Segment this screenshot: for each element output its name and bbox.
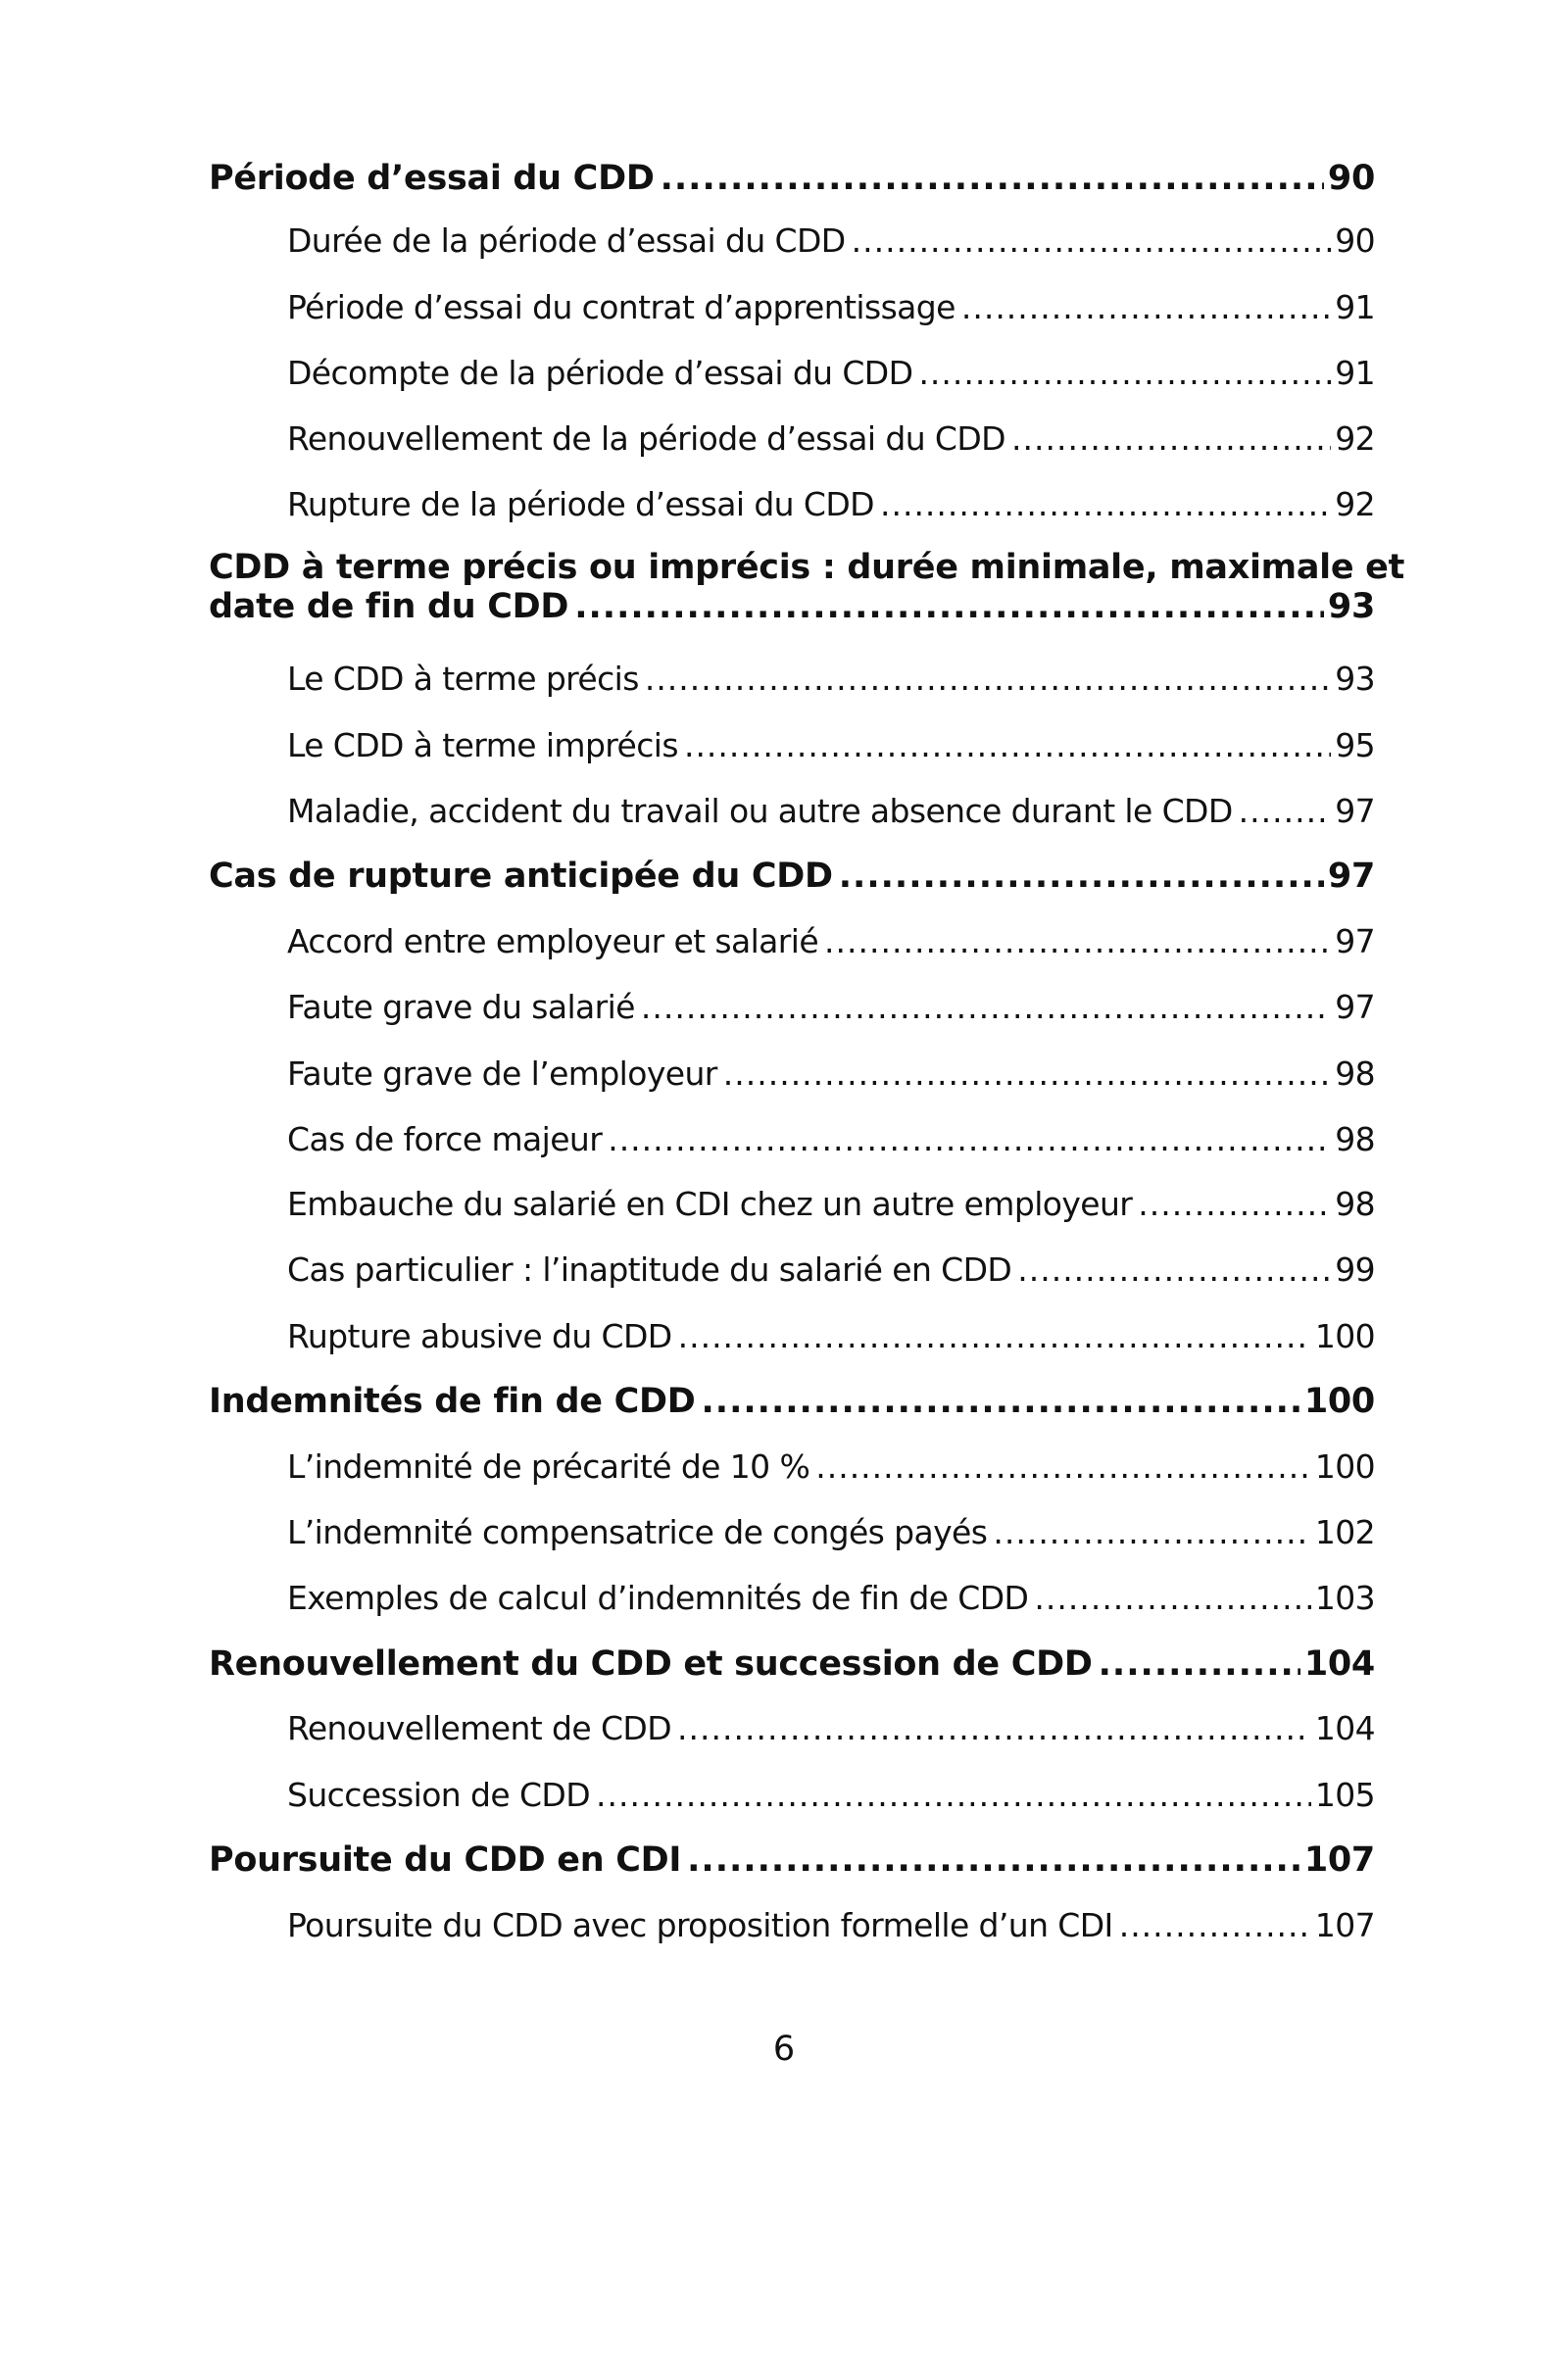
- dot-leader: [815, 1447, 1311, 1486]
- toc-title-line: CDD à terme précis ou imprécis : durée minimale, maximale et: [209, 548, 1405, 587]
- toc-title: Renouvellement de CDD: [287, 1709, 672, 1747]
- toc-section[interactable]: [209, 792, 1375, 830]
- toc-row: [287, 419, 1375, 458]
- toc-page-number: 97: [1335, 988, 1375, 1026]
- toc-section[interactable]: [209, 1317, 1375, 1355]
- toc-row: [209, 159, 1375, 198]
- toc-row: [287, 1776, 1375, 1814]
- toc-row: [287, 726, 1375, 764]
- dot-leader: [608, 1120, 1331, 1158]
- toc-row: [287, 1185, 1375, 1223]
- toc-page-number: 97: [1335, 792, 1375, 830]
- toc-title: Le CDD à terme précis: [287, 660, 639, 698]
- toc-page-number: 98: [1335, 1054, 1375, 1093]
- toc-title: Cas de rupture anticipée du CDD: [209, 857, 833, 896]
- toc-row: [287, 1120, 1375, 1158]
- toc-title: L’indemnité de précarité de 10 %: [287, 1447, 810, 1486]
- toc-section[interactable]: [209, 1054, 1375, 1093]
- toc-chapter[interactable]: [209, 548, 1405, 626]
- toc-chapter[interactable]: [209, 159, 1375, 198]
- toc-page-number: 93: [1327, 587, 1375, 626]
- toc-page-number: 103: [1314, 1579, 1375, 1617]
- toc-page-number: 105: [1314, 1776, 1375, 1814]
- toc-page-number: 90: [1335, 221, 1375, 260]
- toc-page-number: 102: [1314, 1513, 1375, 1551]
- dot-leader: [1099, 1644, 1300, 1684]
- dot-leader: [1017, 1250, 1331, 1289]
- toc-page-number: 97: [1335, 922, 1375, 960]
- dot-leader: [1034, 1579, 1310, 1617]
- toc-chapter[interactable]: [209, 1382, 1375, 1421]
- dot-leader: [684, 726, 1331, 764]
- toc-row: [287, 1513, 1375, 1551]
- dot-leader: [574, 587, 1324, 626]
- toc-chapter[interactable]: [209, 1840, 1375, 1880]
- toc-section[interactable]: [209, 726, 1375, 764]
- toc-page-number: 104: [1314, 1709, 1375, 1747]
- toc-row: [209, 587, 1375, 626]
- toc-row: [287, 1906, 1375, 1944]
- toc-section[interactable]: [209, 1185, 1375, 1223]
- toc-section[interactable]: [209, 1906, 1375, 1944]
- toc-title: Poursuite du CDD avec proposition formelle d’un CDI: [287, 1906, 1113, 1944]
- toc-row: [287, 221, 1375, 260]
- toc-title: Exemples de calcul d’indemnités de fin de CDD: [287, 1579, 1029, 1617]
- toc-section[interactable]: [209, 1579, 1375, 1617]
- toc-title: Rupture abusive du CDD: [287, 1317, 672, 1355]
- dot-leader: [880, 485, 1331, 523]
- toc-section[interactable]: [209, 1447, 1375, 1486]
- toc-page-number: 104: [1303, 1644, 1375, 1684]
- toc-page-number: 107: [1303, 1840, 1375, 1880]
- toc-section[interactable]: [209, 660, 1375, 698]
- toc-title: Durée de la période d’essai du CDD: [287, 221, 846, 260]
- toc-title: Accord entre employeur et salarié: [287, 922, 819, 960]
- toc-row: [287, 988, 1375, 1026]
- toc-page-number: 99: [1335, 1250, 1375, 1289]
- dot-leader: [723, 1054, 1331, 1093]
- toc-title: Renouvellement du CDD et succession de CDD: [209, 1644, 1093, 1684]
- toc-section[interactable]: [209, 485, 1375, 523]
- toc-title: Période d’essai du contrat d’apprentissage: [287, 288, 956, 326]
- toc-row: [209, 1382, 1375, 1421]
- toc-row: [209, 1840, 1375, 1880]
- toc-title: Poursuite du CDD en CDI: [209, 1840, 682, 1880]
- toc-row: [287, 485, 1375, 523]
- dot-leader: [1138, 1185, 1331, 1223]
- dot-leader: [677, 1709, 1311, 1747]
- toc-row: [287, 1054, 1375, 1093]
- dot-leader: [641, 988, 1331, 1026]
- toc-title: Le CDD à terme imprécis: [287, 726, 678, 764]
- toc-section[interactable]: [209, 419, 1375, 458]
- dot-leader: [1011, 419, 1331, 458]
- toc-section[interactable]: [209, 221, 1375, 260]
- toc-title: Cas particulier : l’inaptitude du salarié en CDD: [287, 1250, 1012, 1289]
- toc-chapter[interactable]: [209, 857, 1375, 896]
- toc-title: Faute grave du salarié: [287, 988, 635, 1026]
- toc-section[interactable]: [209, 354, 1375, 392]
- toc-section[interactable]: [209, 1709, 1375, 1747]
- dot-leader: [596, 1776, 1311, 1814]
- dot-leader: [1119, 1906, 1311, 1944]
- toc-title: Maladie, accident du travail ou autre absence durant le CDD: [287, 792, 1233, 830]
- toc-title: Période d’essai du CDD: [209, 159, 655, 198]
- toc-page-number: 92: [1335, 419, 1375, 458]
- toc-row: [287, 922, 1375, 960]
- dot-leader: [678, 1317, 1311, 1355]
- toc-page-number: 90: [1327, 159, 1375, 198]
- toc-section[interactable]: [209, 1776, 1375, 1814]
- toc-title: Indemnités de fin de CDD: [209, 1382, 696, 1421]
- dot-leader: [824, 922, 1331, 960]
- toc-section[interactable]: [209, 922, 1375, 960]
- toc-title: Rupture de la période d’essai du CDD: [287, 485, 874, 523]
- toc-title: Succession de CDD: [287, 1776, 591, 1814]
- toc-page-number: 93: [1335, 660, 1375, 698]
- toc-row: [287, 1250, 1375, 1289]
- dot-leader: [701, 1382, 1299, 1421]
- dot-leader: [918, 354, 1331, 392]
- dot-leader: [839, 857, 1324, 896]
- toc-page-number: 95: [1335, 726, 1375, 764]
- dot-leader: [993, 1513, 1310, 1551]
- toc-row: [287, 660, 1375, 698]
- dot-leader: [852, 221, 1332, 260]
- toc-title: Renouvellement de la période d’essai du CDD: [287, 419, 1005, 458]
- toc-row: [287, 1579, 1375, 1617]
- toc-page-number: 98: [1335, 1185, 1375, 1223]
- toc-title: Faute grave de l’employeur: [287, 1054, 717, 1093]
- toc-page-number: 92: [1335, 485, 1375, 523]
- dot-leader: [645, 660, 1331, 698]
- dot-leader: [961, 288, 1331, 326]
- toc-title: L’indemnité compensatrice de congés payés: [287, 1513, 988, 1551]
- toc-row: [209, 857, 1375, 896]
- toc-page-number: 100: [1303, 1382, 1375, 1421]
- page-number: 6: [772, 2030, 796, 2069]
- toc-section[interactable]: [209, 988, 1375, 1026]
- toc-row: [287, 1709, 1375, 1747]
- toc-chapter[interactable]: [209, 1644, 1375, 1684]
- toc-page-number: 107: [1314, 1906, 1375, 1944]
- toc-section[interactable]: [209, 1250, 1375, 1289]
- toc-page-number: 100: [1314, 1447, 1375, 1486]
- toc-page-number: 91: [1335, 288, 1375, 326]
- dot-leader: [1239, 792, 1332, 830]
- dot-leader: [687, 1840, 1300, 1880]
- toc-row: [287, 792, 1375, 830]
- toc-row: [287, 354, 1375, 392]
- toc-section[interactable]: [209, 1513, 1375, 1551]
- toc-title: date de fin du CDD: [209, 587, 569, 626]
- toc-row: [209, 1644, 1375, 1684]
- toc-page-number: 97: [1327, 857, 1375, 896]
- toc-title: Embauche du salarié en CDI chez un autre employeur: [287, 1185, 1133, 1223]
- toc-title: Décompte de la période d’essai du CDD: [287, 354, 913, 392]
- toc-section[interactable]: [209, 288, 1375, 326]
- toc-title: Cas de force majeur: [287, 1120, 603, 1158]
- toc-page-number: 100: [1314, 1317, 1375, 1355]
- toc-page-number: 98: [1335, 1120, 1375, 1158]
- dot-leader: [661, 159, 1324, 198]
- toc-row: [287, 1317, 1375, 1355]
- toc-row: [287, 1447, 1375, 1486]
- toc-row: [287, 288, 1375, 326]
- toc-section[interactable]: [209, 1120, 1375, 1158]
- toc-page-number: 91: [1335, 354, 1375, 392]
